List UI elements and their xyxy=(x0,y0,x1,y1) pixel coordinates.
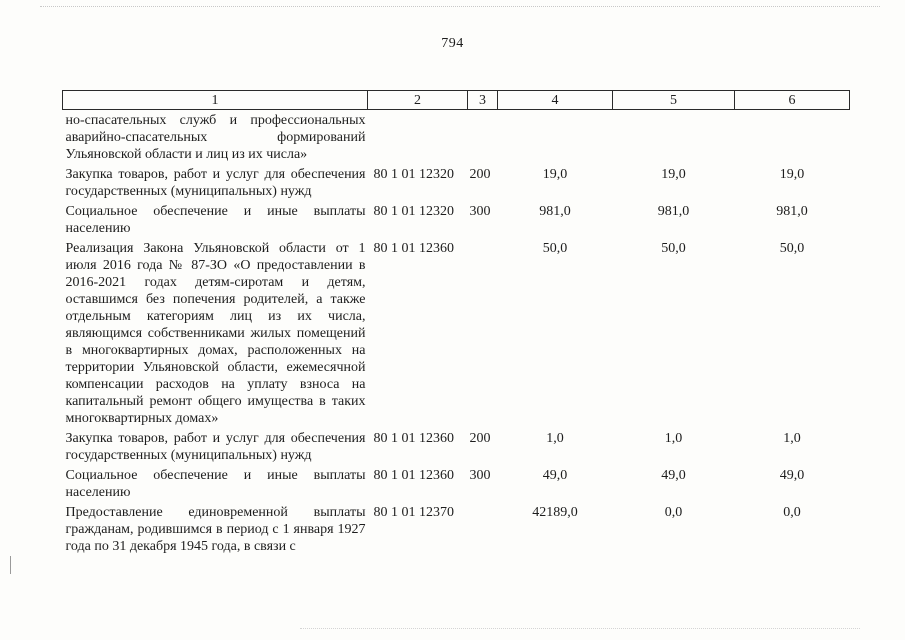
row-value-2019: 19,0 xyxy=(542,167,568,182)
row-value-2020: 1,0 xyxy=(664,431,683,446)
row-value-2019: 49,0 xyxy=(542,468,568,483)
scan-artifact-line xyxy=(40,6,880,7)
row-value-2020: 0,0 xyxy=(664,505,683,520)
row-description: но-спасательных служб и профессиональных аварийно-спасательных формирований Ульяновской области и лиц из их числа» xyxy=(65,113,366,162)
row-description: Предоставление единовременной выплаты гражданам, родившимся в период с 1 января 1927 года по 31 декабря 1945 года, в связи с xyxy=(65,505,366,554)
row-value-2019: 50,0 xyxy=(542,241,568,256)
row-type xyxy=(468,240,498,430)
row-value-2019: 42189,0 xyxy=(532,505,578,520)
column-header: 3 xyxy=(468,91,498,110)
row-type: 300 xyxy=(469,204,491,219)
column-header: 2 xyxy=(368,91,468,110)
budget-table xyxy=(62,90,850,558)
table-row xyxy=(63,166,850,203)
row-description: Закупка товаров, работ и услуг для обеспечения государственных (муниципальных) нужд xyxy=(65,431,366,463)
page-number: 794 xyxy=(441,36,464,51)
row-type: 200 xyxy=(469,167,491,182)
row-value-2020: 49,0 xyxy=(661,468,686,483)
row-code: 80 1 01 12320 xyxy=(373,204,454,219)
row-value-2019: 981,0 xyxy=(539,204,571,219)
column-header: 6 xyxy=(735,91,850,110)
row-type xyxy=(468,504,498,558)
table-row xyxy=(63,504,850,558)
table-row xyxy=(63,240,850,430)
row-description: Закупка товаров, работ и услуг для обеспечения государственных (муниципальных) нужд xyxy=(65,167,366,199)
table-row xyxy=(63,467,850,504)
row-value-2019 xyxy=(498,110,613,167)
scan-margin-mark xyxy=(10,556,11,574)
row-value-2021: 981,0 xyxy=(776,204,808,219)
column-header: 5 xyxy=(613,91,735,110)
row-code: 80 1 01 12320 xyxy=(373,167,454,182)
row-code: 80 1 01 12360 xyxy=(373,431,454,446)
table-row xyxy=(63,430,850,467)
row-value-2021 xyxy=(735,110,850,167)
row-value-2021: 19,0 xyxy=(779,167,805,182)
table-row xyxy=(63,203,850,240)
row-description: Социальное обеспечение и иные выплаты населению xyxy=(65,204,366,236)
row-type: 300 xyxy=(469,468,491,483)
row-code: 80 1 01 12360 xyxy=(373,468,454,483)
row-description: Социальное обеспечение и иные выплаты населению xyxy=(65,468,366,500)
row-value-2019: 1,0 xyxy=(546,431,564,446)
row-type: 200 xyxy=(469,431,491,446)
row-code xyxy=(368,110,468,167)
row-value-2020: 981,0 xyxy=(657,204,690,219)
row-code: 80 1 01 12360 xyxy=(373,241,454,256)
row-value-2021: 50,0 xyxy=(779,241,805,256)
table-row xyxy=(63,110,850,167)
row-value-2020 xyxy=(613,110,735,167)
row-code: 80 1 01 12370 xyxy=(373,505,454,520)
scan-artifact-dots xyxy=(300,628,860,629)
row-value-2021: 0,0 xyxy=(783,505,801,520)
table-header-row xyxy=(63,91,850,110)
row-value-2020: 50,0 xyxy=(661,241,686,256)
row-value-2021: 1,0 xyxy=(783,431,801,446)
row-description: Реализация Закона Ульяновской области от 1 июля 2016 года № 87-ЗО «О предоставлении в 2016-2021 годах детям-сиротам и детям, оставшимся без попечения родителей, а также отдельным категориям лиц из их числа, являющимся собственниками жилых помещений в многоквартирных домах, расположенных на территории Ульяновской области, ежемесячной компенсации расходов на уплату взноса на капитальный ремонт общего имущества в таких многоквартирных домах» xyxy=(65,241,366,426)
column-header: 4 xyxy=(498,91,613,110)
row-value-2020: 19,0 xyxy=(661,167,686,182)
row-value-2021: 49,0 xyxy=(779,468,805,483)
row-type xyxy=(468,110,498,167)
column-header: 1 xyxy=(63,91,368,110)
